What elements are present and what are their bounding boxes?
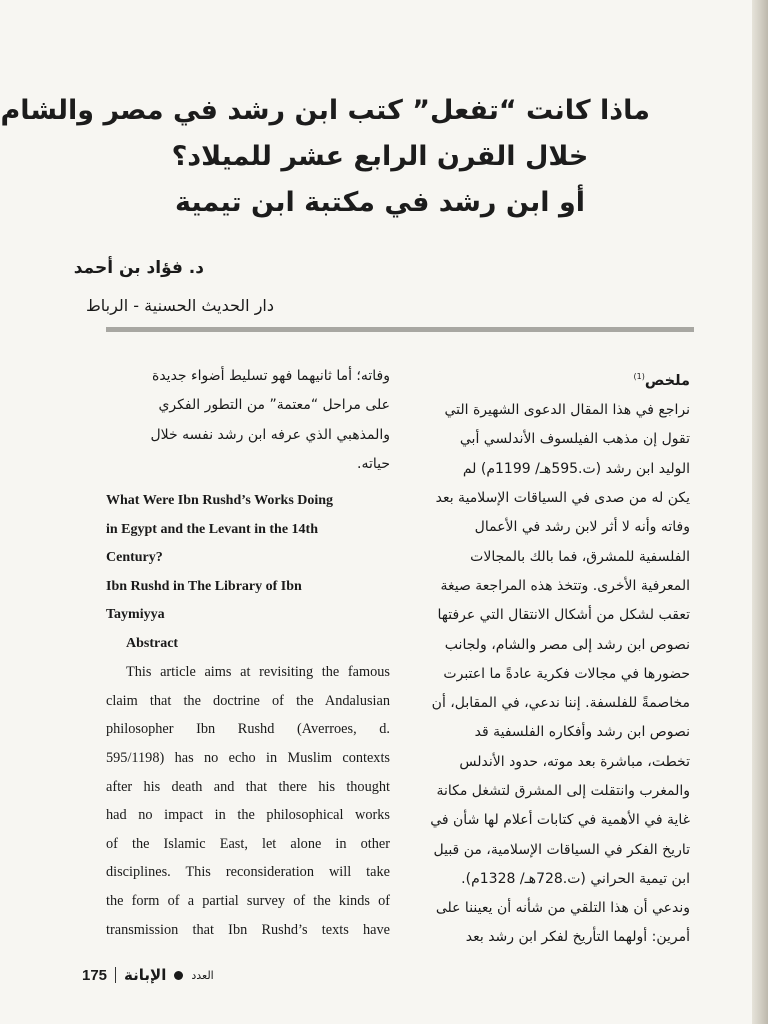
arabic-abstract-line: تعقب لشكل من أشكال الانتقال التي عرفتها — [437, 607, 690, 624]
issue-label: العدد — [191, 968, 214, 982]
english-title — [106, 487, 390, 630]
arabic-continuation-line: وفاته؛ أما ثانيهما فهو تسليط أضواء جديدة — [152, 368, 390, 384]
footnote-mark: (1) — [633, 372, 645, 381]
arabic-abstract-continuation — [106, 362, 390, 479]
arabic-abstract-line: غاية في الأهمية في كتابات أعلام لها شأن في — [430, 812, 690, 829]
english-abstract-line: 595/1198) has no echo in Muslim contexts — [106, 749, 390, 766]
arabic-abstract-line: تاريخ الفكر في السياقات الإسلامية، من قبيل — [433, 841, 690, 858]
arabic-abstract-line: المعرفية الأخرى. وتتخذ هذه المراجعة صيغة — [440, 577, 690, 594]
journal-logo: الإبانة — [124, 966, 167, 984]
title-line: أو ابن رشد في مكتبة ابن تيمية — [175, 187, 585, 218]
author-name: د. فؤاد بن أحمد — [73, 258, 204, 278]
english-abstract-line: after his death and that there his thought — [106, 778, 390, 795]
arabic-abstract-line: وفاته وأنه لا أثر لابن رشد في الأعمال — [474, 519, 690, 536]
english-abstract-line: disciplines. This reconsideration will take — [106, 864, 390, 881]
english-title-line: What Were Ibn Rushd’s Works Doing — [106, 493, 334, 509]
arabic-abstract-line: الفلسفية للمشرق، فما بالك بالمجالات — [470, 548, 690, 565]
english-title-line: Century? — [106, 550, 163, 566]
issue-bullet-icon — [174, 971, 183, 980]
title-line: خلال القرن الرابع عشر للميلاد؟ — [171, 141, 589, 172]
english-abstract-line: claim that the doctrine of the Andalusian — [106, 692, 390, 709]
arabic-abstract-line: نراجع في هذا المقال الدعوى الشهيرة التي — [444, 402, 690, 419]
footer-divider — [115, 967, 116, 983]
book-spine-shadow — [752, 0, 768, 1024]
english-abstract-line: had no impact in the philosophical works — [106, 807, 390, 824]
english-abstract-line: This article aims at revisiting the famous — [126, 664, 390, 681]
arabic-abstract-line: مخاصمةً للفلسفة. إننا ندعي، في المقابل، أن — [431, 695, 690, 712]
header-divider — [106, 327, 694, 332]
english-abstract-line: of the Islamic East, let alone in other — [106, 835, 390, 852]
english-abstract-heading: Abstract — [126, 635, 179, 651]
arabic-abstract-line: أمرين: أولهما التأريخ لفكر ابن رشد بعد — [465, 929, 690, 946]
arabic-abstract-line: نصوص ابن رشد إلى مصر والشام، ولجانب — [444, 636, 690, 653]
arabic-abstract-line: الوليد ابن رشد (ت.595هـ/ 1199م) لم — [462, 460, 690, 477]
english-abstract-line: transmission that Ibn Rushd’s texts have — [106, 921, 390, 938]
article-title — [0, 88, 650, 226]
title-line: ماذا كانت “تفعل” كتب ابن رشد في مصر والشام — [0, 95, 650, 126]
arabic-abstract-line: حضورها في مجالات فكرية عادةً ما اعتبرت — [443, 665, 690, 682]
english-abstract-line: the form of a partial survey of the kinds of — [106, 892, 390, 909]
page-footer — [82, 966, 214, 984]
arabic-abstract-line: نصوص ابن رشد وأفكاره الفلسفية قد — [474, 724, 690, 741]
arabic-continuation-line: على مراحل “معتمة” من التطور الفكري — [158, 397, 390, 414]
arabic-continuation-line: والمذهبي الذي عرفه ابن رشد نفسه خلال — [150, 426, 390, 443]
arabic-abstract-line: وندعي أن هذا التلقي من شأنه أن يعيننا على — [435, 900, 690, 917]
arabic-abstract-column — [400, 362, 690, 953]
arabic-abstract-line: ابن تيمية الحراني (ت.728هـ/ 1328م). — [461, 870, 690, 887]
left-column — [106, 362, 390, 944]
page-number: 175 — [82, 966, 108, 984]
arabic-abstract-heading: ملخص$^{(1)}$ — [633, 372, 690, 389]
arabic-abstract-line: يكن له من صدى في السياقات الإسلامية بعد — [435, 490, 690, 507]
arabic-abstract-line: تخطت، مباشرة بعد موته، حدود الأندلس — [459, 753, 690, 770]
arabic-abstract-line: والمغرب وانتقلت إلى المشرق لتشغل مكانة — [436, 782, 690, 799]
english-abstract-line: philosopher Ibn Rushd (Averroes, d. — [106, 721, 390, 738]
author-affiliation: دار الحديث الحسنية - الرباط — [85, 296, 274, 315]
english-title-line: Ibn Rushd in The Library of Ibn — [106, 578, 302, 594]
english-title-line: Taymiyya — [106, 607, 165, 623]
english-title-line: in Egypt and the Levant in the 14th — [106, 521, 318, 537]
english-abstract-body — [106, 658, 390, 944]
arabic-continuation-line: حياته. — [357, 455, 390, 472]
arabic-abstract-line: تقول إن مذهب الفيلسوف الأندلسي أبي — [459, 431, 690, 448]
